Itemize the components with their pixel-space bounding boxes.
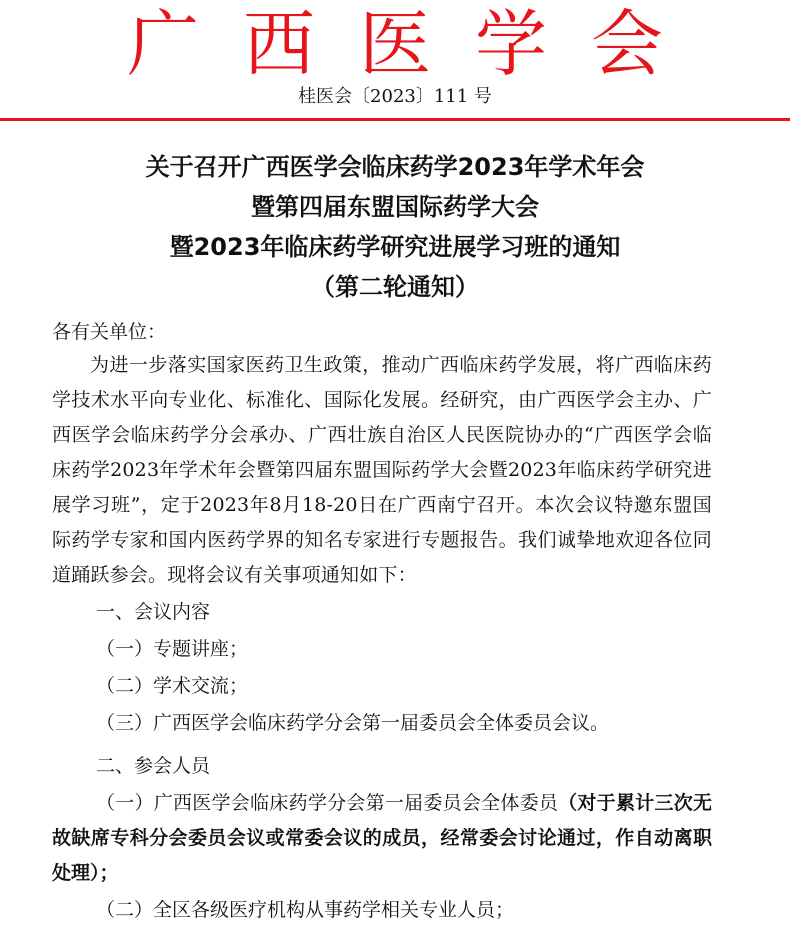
content-item-lectures: （一）专题讲座；	[96, 638, 249, 660]
notice-body	[52, 348, 712, 928]
notice-title-line-4: （第二轮通知）	[311, 273, 479, 301]
attendee-item-text: （一）广西医学会临床药学分会第一届委员会全体委员	[96, 792, 559, 814]
salutation: 各有关单位：	[52, 321, 167, 343]
attendee-item-pharmacy-staff: （二）全区各级医疗机构从事药学相关专业人员；	[96, 899, 515, 921]
notice-title	[0, 147, 790, 307]
attendee-item-bold-note: （对于累计三次无故缺席专科分会委员会议或常委会议的成员，经常委会讨论通过，作自动离职处理）；	[52, 792, 712, 884]
notice-title-line-3: 暨2023年临床药学研究进展学习班的通知	[169, 233, 621, 261]
section-heading-attendees: 二、参会人员	[96, 755, 211, 777]
notice-title-line-1: 关于召开广西医学会临床药学2023年学术年会	[145, 153, 645, 181]
content-item-exchange: （二）学术交流；	[96, 675, 249, 697]
org-letterhead-title: 广西医学会	[126, 2, 707, 86]
intro-paragraph: 为进一步落实国家医药卫生政策，推动广西临床药学发展，将广西临床药学技术水平向专业化、标准化、国际化发展。经研究，由广西医学会主办、广西医学会临床药学分会承办、广西壮族自治区人民医院协办的“广西医学会临床药学2023年学术年会暨第四届东盟国际药学大会暨2023年临床药学研究进展学习班”，定于2023年8月18-20日在广西南宁召开。本次会议特邀东盟国际药学专家和国内医药学界的知名专家进行专题报告。我们诚挚地欢迎各位同道踊跃参会。现将会议有关事项通知如下：	[52, 354, 712, 586]
document-number: 桂医会〔2023〕111 号	[298, 86, 492, 107]
section-heading-content: 一、会议内容	[96, 601, 211, 623]
letterhead-red-rule	[0, 118, 790, 121]
attendee-item-committee-members	[52, 786, 712, 891]
notice-title-line-2: 暨第四届东盟国际药学大会	[251, 193, 539, 221]
content-item-committee-meeting: （三）广西医学会临床药学分会第一届委员会全体委员会议。	[96, 712, 610, 734]
